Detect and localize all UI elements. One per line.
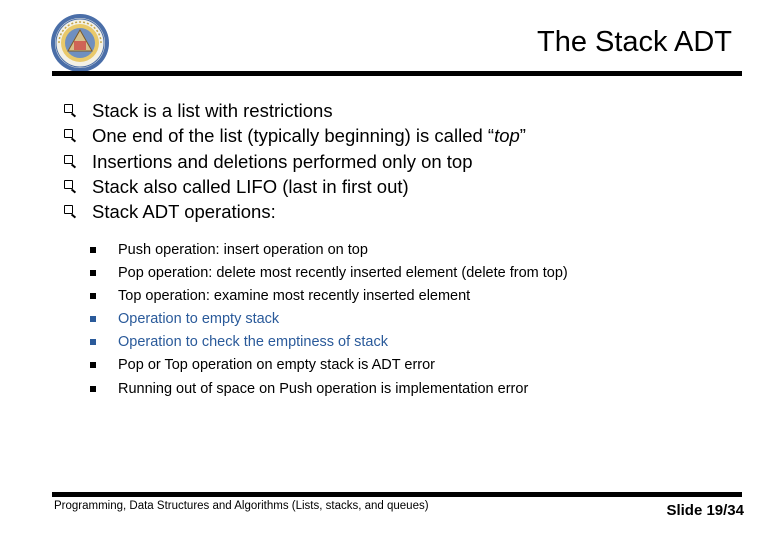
sub-bullet-item [88, 332, 568, 355]
bullet-item [62, 149, 526, 174]
title-divider [52, 71, 742, 76]
bullet-text: Insertions and deletions performed only on top [92, 150, 473, 172]
bullet-text-end: ” [519, 125, 526, 147]
bullet-text: Stack is a list with restrictions [92, 100, 333, 121]
slide-number: Slide 19/34 [666, 502, 744, 519]
bullet-item [62, 199, 526, 224]
square-bullet-icon [90, 362, 96, 368]
bullet-item [62, 98, 526, 123]
sub-bullet-item [88, 379, 568, 402]
sub-bullet-text: Pop operation: delete most recently inserted element (delete from top) [118, 265, 568, 282]
sub-bullet-item [88, 355, 568, 378]
bullet-text: Stack also called LIFO (last in first out) [92, 175, 409, 197]
checkbox-bullet-icon [64, 104, 73, 113]
sub-bullet-item [88, 263, 568, 286]
sub-bullet-text: Top operation: examine most recently inserted element [118, 288, 471, 305]
sub-bullet-list [88, 240, 568, 402]
bullet-text-start: One end of the list (typically beginning) is called “ [92, 125, 495, 147]
checkbox-bullet-icon [64, 205, 73, 214]
slide-title: The Stack ADT [536, 26, 732, 58]
bullet-text: Stack ADT operations: [92, 201, 276, 223]
sub-bullet-text: Operation to check the emptiness of stack [118, 334, 388, 351]
sub-bullet-text: Running out of space on Push operation is implementation error [118, 380, 529, 397]
square-bullet-icon [90, 316, 96, 322]
square-bullet-icon [90, 293, 96, 299]
square-bullet-icon [90, 270, 96, 276]
sub-bullet-text: Pop or Top operation on empty stack is ADT error [118, 357, 436, 374]
sub-bullet-text: Push operation: insert operation on top [118, 242, 368, 258]
square-bullet-icon [90, 386, 96, 392]
bullet-item [62, 123, 526, 148]
sub-bullet-item [88, 309, 568, 332]
checkbox-bullet-icon [64, 129, 73, 138]
bullet-text-emphasis: top [494, 125, 520, 147]
square-bullet-icon [90, 339, 96, 345]
bullet-item [62, 174, 526, 199]
main-bullet-list [62, 98, 526, 224]
sub-bullet-item [88, 240, 568, 263]
sub-bullet-text: Operation to empty stack [118, 311, 280, 328]
sub-bullet-item [88, 286, 568, 309]
footer-course-title: Programming, Data Structures and Algorithms (Lists, stacks, and queues) [54, 500, 429, 512]
footer-divider [52, 492, 742, 497]
checkbox-bullet-icon [64, 155, 73, 164]
checkbox-bullet-icon [64, 180, 73, 189]
square-bullet-icon [90, 247, 96, 253]
university-seal-icon [50, 13, 110, 73]
